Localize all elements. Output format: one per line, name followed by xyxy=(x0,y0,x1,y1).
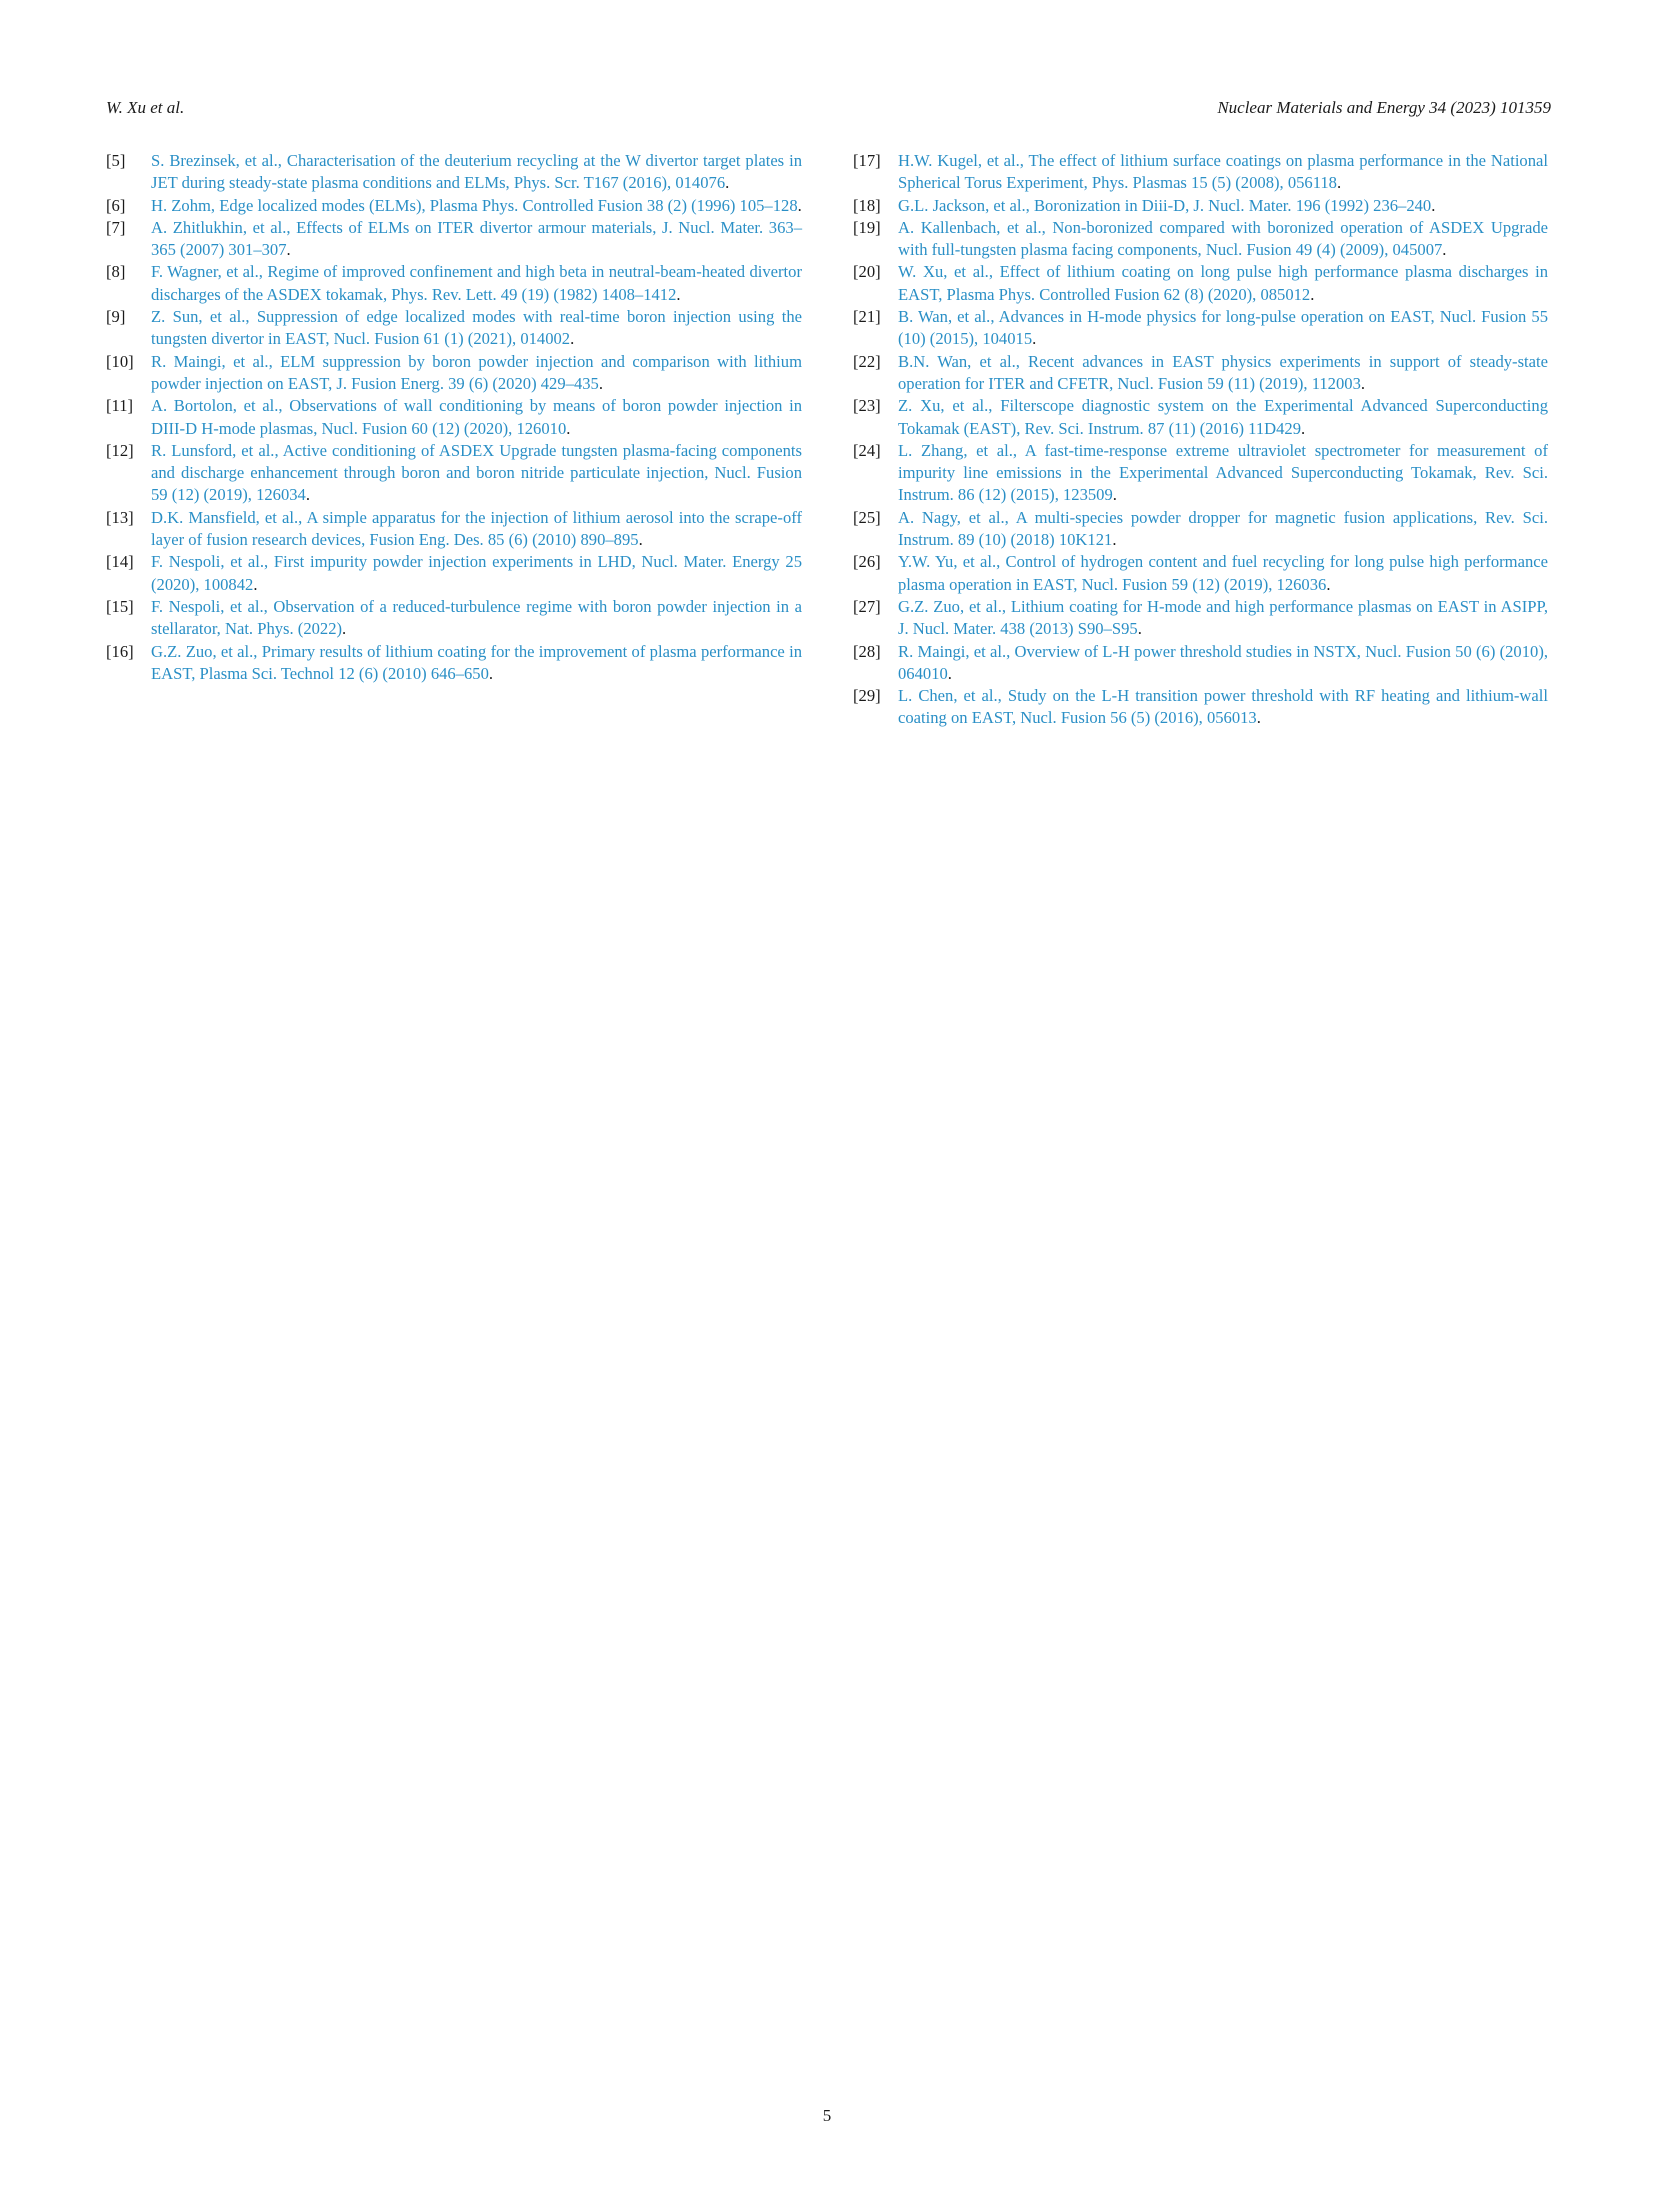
reference-link[interactable]: L. Chen, et al., Study on the L-H transition power threshold with RF heating and lithium-wall coating on EAST, Nucl. Fusion 56 (5) (2016), 056013 xyxy=(898,686,1548,728)
reference-item: [22] B.N. Wan, et al., Recent advances in EAST physics experiments in support of steady-state operation for ITER and CFETR, Nucl. Fusion 59 (11) (2019), 112003. xyxy=(853,351,1548,393)
reference-link[interactable]: G.Z. Zuo, et al., Lithium coating for H-mode and high performance plasmas on EAST in ASIPP, J. Nucl. Mater. 438 (2013) S90–S95 xyxy=(898,596,1548,639)
reference-link[interactable]: Z. Sun, et al., Suppression of edge localized modes with real-time boron injection using the tungsten divertor in EAST, Nucl. Fusion 61 (1) (2021), 014002 xyxy=(151,307,802,349)
reference-link[interactable]: B. Wan, et al., Advances in H-mode physics for long-pulse operation on EAST, Nucl. Fusion 55 (10) (2015), 104015 xyxy=(898,307,1548,349)
reference-number: [19] xyxy=(853,217,881,237)
reference-link[interactable]: B.N. Wan, et al., Recent advances in EAST physics experiments in support of steady-state operation for ITER and CFETR, Nucl. Fusion 59 (11) (2019), 112003 xyxy=(898,351,1548,393)
reference-link[interactable]: F. Nespoli, et al., Observation of a reduced-turbulence regime with boron powder injection in a stellarator, Nat. Phys. (2022) xyxy=(151,596,802,639)
reference-link[interactable]: H. Zohm, Edge localized modes (ELMs), Plasma Phys. Controlled Fusion 38 (2) (1996) 105–128 xyxy=(151,195,798,215)
reference-item: [8] F. Wagner, et al., Regime of improved confinement and high beta in neutral-beam-heated divertor discharges of the ASDEX tokamak, Phys. Rev. Lett. 49 (19) (1982) 1408–1412. xyxy=(106,262,802,304)
reference-number: [14] xyxy=(106,552,134,572)
reference-number: [25] xyxy=(853,507,881,527)
reference-item: [6] H. Zohm, Edge localized modes (ELMs), Plasma Phys. Controlled Fusion 38 (2) (1996) 105–128. xyxy=(106,195,802,217)
reference-item: [27] G.Z. Zuo, et al., Lithium coating for H-mode and high performance plasmas on EAST in ASIPP, J. Nucl. Mater. 438 (2013) S90–S95. xyxy=(853,596,1548,639)
reference-link[interactable]: L. Zhang, et al., A fast-time-response extreme ultraviolet spectrometer for measurement of impurity line emissions in the Experimental Advanced Superconducting Tokamak, Rev. Sci. Instrum. 86 (12) (2015), 123509 xyxy=(898,440,1548,505)
references-column-right xyxy=(853,150,1548,730)
reference-link[interactable]: H.W. Kugel, et al., The effect of lithium surface coatings on plasma performance in the National Spherical Torus Experiment, Phys. Plasmas 15 (5) (2008), 056118 xyxy=(898,151,1548,193)
reference-number: [23] xyxy=(853,396,881,416)
reference-number: [17] xyxy=(853,151,881,170)
reference-item: [24] L. Zhang, et al., A fast-time-response extreme ultraviolet spectrometer for measurement of impurity line emissions in the Experimental Advanced Superconducting Tokamak, Rev. Sci. Instrum. 86 (12) (2015), 123509. xyxy=(853,440,1548,505)
reference-item: [28] R. Maingi, et al., Overview of L-H power threshold studies in NSTX, Nucl. Fusion 50 (6) (2010), 064010. xyxy=(853,641,1548,683)
reference-number: [16] xyxy=(106,641,134,661)
reference-number: [8] xyxy=(106,262,126,282)
reference-item: [15] F. Nespoli, et al., Observation of a reduced-turbulence regime with boron powder injection in a stellarator, Nat. Phys. (2022). xyxy=(106,596,802,639)
reference-link[interactable]: G.Z. Zuo, et al., Primary results of lithium coating for the improvement of plasma performance in EAST, Plasma Sci. Technol 12 (6) (2010) 646–650 xyxy=(151,641,802,683)
reference-number: [20] xyxy=(853,262,881,282)
reference-number: [27] xyxy=(853,596,881,616)
reference-link[interactable]: Y.W. Yu, et al., Control of hydrogen content and fuel recycling for long pulse high performance plasma operation in EAST, Nucl. Fusion 59 (12) (2019), 126036 xyxy=(898,552,1548,594)
reference-number: [6] xyxy=(106,195,126,215)
reference-link[interactable]: A. Nagy, et al., A multi-species powder dropper for magnetic fusion applications, Rev. Sci. Instrum. 89 (10) (2018) 10K121 xyxy=(898,507,1548,550)
reference-item: [13] D.K. Mansfield, et al., A simple apparatus for the injection of lithium aerosol into the scrape-off layer of fusion research devices, Fusion Eng. Des. 85 (6) (2010) 890–895. xyxy=(106,507,802,550)
reference-number: [10] xyxy=(106,351,134,371)
reference-number: [12] xyxy=(106,440,134,460)
reference-item: [25] A. Nagy, et al., A multi-species powder dropper for magnetic fusion applications, Rev. Sci. Instrum. 89 (10) (2018) 10K121. xyxy=(853,507,1548,550)
reference-number: [21] xyxy=(853,307,881,327)
reference-link[interactable]: A. Kallenbach, et al., Non-boronized compared with boronized operation of ASDEX Upgrade with full-tungsten plasma facing components, Nucl. Fusion 49 (4) (2009), 045007 xyxy=(898,217,1548,260)
reference-link[interactable]: D.K. Mansfield, et al., A simple apparatus for the injection of lithium aerosol into the scrape-off layer of fusion research devices, Fusion Eng. Des. 85 (6) (2010) 890–895 xyxy=(151,507,802,550)
reference-item: [16] G.Z. Zuo, et al., Primary results of lithium coating for the improvement of plasma performance in EAST, Plasma Sci. Technol 12 (6) (2010) 646–650. xyxy=(106,641,802,683)
reference-item: [12] R. Lunsford, et al., Active conditioning of ASDEX Upgrade tungsten plasma-facing components and discharge enhancement through boron and boron nitride particulate injection, Nucl. Fusion 59 (12) (2019), 126034. xyxy=(106,440,802,505)
reference-link[interactable]: R. Lunsford, et al., Active conditioning of ASDEX Upgrade tungsten plasma-facing components and discharge enhancement through boron and boron nitride particulate injection, Nucl. Fusion 59 (12) (2019), 126034 xyxy=(151,440,802,505)
reference-link[interactable]: R. Maingi, et al., Overview of L-H power threshold studies in NSTX, Nucl. Fusion 50 (6) (2010), 064010 xyxy=(898,641,1548,683)
reference-link[interactable]: S. Brezinsek, et al., Characterisation of the deuterium recycling at the W divertor target plates in JET during steady-state plasma conditions and ELMs, Phys. Scr. T167 (2016), 014076 xyxy=(151,151,802,193)
reference-number: [9] xyxy=(106,307,126,327)
reference-link[interactable]: Z. Xu, et al., Filterscope diagnostic system on the Experimental Advanced Superconducting Tokamak (EAST), Rev. Sci. Instrum. 87 (11) (2016) 11D429 xyxy=(898,396,1548,438)
reference-item: [18] G.L. Jackson, et al., Boronization in Diii-D, J. Nucl. Mater. 196 (1992) 236–240. xyxy=(853,195,1548,217)
reference-item: [26] Y.W. Yu, et al., Control of hydrogen content and fuel recycling for long pulse high performance plasma operation in EAST, Nucl. Fusion 59 (12) (2019), 126036. xyxy=(853,552,1548,594)
reference-link[interactable]: F. Nespoli, et al., First impurity powder injection experiments in LHD, Nucl. Mater. Energy 25 (2020), 100842 xyxy=(151,552,802,594)
reference-number: [5] xyxy=(106,151,126,170)
reference-item: [20] W. Xu, et al., Effect of lithium coating on long pulse high performance plasma discharges in EAST, Plasma Phys. Controlled Fusion 62 (8) (2020), 085012. xyxy=(853,262,1548,304)
reference-link[interactable]: G.L. Jackson, et al., Boronization in Diii-D, J. Nucl. Mater. 196 (1992) 236–240 xyxy=(898,195,1432,215)
reference-link[interactable]: A. Zhitlukhin, et al., Effects of ELMs on ITER divertor armour materials, J. Nucl. Mater. 363–365 (2007) 301–307 xyxy=(151,217,802,260)
reference-number: [11] xyxy=(106,396,134,416)
reference-item: [23] Z. Xu, et al., Filterscope diagnostic system on the Experimental Advanced Superconducting Tokamak (EAST), Rev. Sci. Instrum. 87 (11) (2016) 11D429. xyxy=(853,396,1548,438)
header-authors: W. Xu et al. xyxy=(106,98,185,117)
reference-number: [24] xyxy=(853,440,881,460)
reference-item: [19] A. Kallenbach, et al., Non-boronized compared with boronized operation of ASDEX Upgrade with full-tungsten plasma facing components, Nucl. Fusion 49 (4) (2009), 045007. xyxy=(853,217,1548,260)
reference-item: [5] S. Brezinsek, et al., Characterisation of the deuterium recycling at the W divertor target plates in JET during steady-state plasma conditions and ELMs, Phys. Scr. T167 (2016), 014076. xyxy=(106,151,802,193)
page-number: 5 xyxy=(822,2106,832,2125)
reference-number: [15] xyxy=(106,596,134,616)
header-journal: Nuclear Materials and Energy 34 (2023) 101359 xyxy=(1217,98,1551,117)
reference-link[interactable]: W. Xu, et al., Effect of lithium coating on long pulse high performance plasma discharges in EAST, Plasma Phys. Controlled Fusion 62 (8) (2020), 085012 xyxy=(898,262,1548,304)
reference-number: [13] xyxy=(106,507,134,527)
reference-number: [29] xyxy=(853,686,881,706)
reference-link[interactable]: R. Maingi, et al., ELM suppression by boron powder injection and comparison with lithium powder injection on EAST, J. Fusion Energ. 39 (6) (2020) 429–435 xyxy=(151,351,802,393)
references-column-left xyxy=(106,150,802,685)
reference-number: [26] xyxy=(853,552,881,572)
reference-number: [7] xyxy=(106,217,126,237)
reference-item: [21] B. Wan, et al., Advances in H-mode physics for long-pulse operation on EAST, Nucl. Fusion 55 (10) (2015), 104015. xyxy=(853,307,1548,349)
reference-item: [7] A. Zhitlukhin, et al., Effects of ELMs on ITER divertor armour materials, J. Nucl. Mater. 363–365 (2007) 301–307. xyxy=(106,217,802,260)
reference-number: [22] xyxy=(853,351,881,371)
reference-item: [10] R. Maingi, et al., ELM suppression by boron powder injection and comparison with lithium powder injection on EAST, J. Fusion Energ. 39 (6) (2020) 429–435. xyxy=(106,351,802,393)
reference-number: [18] xyxy=(853,195,881,215)
reference-item: [11] A. Bortolon, et al., Observations of wall conditioning by means of boron powder injection in DIII-D H-mode plasmas, Nucl. Fusion 60 (12) (2020), 126010. xyxy=(106,396,802,438)
reference-item: [17] H.W. Kugel, et al., The effect of lithium surface coatings on plasma performance in the National Spherical Torus Experiment, Phys. Plasmas 15 (5) (2008), 056118. xyxy=(853,151,1548,193)
running-header xyxy=(106,98,1551,120)
reference-link[interactable]: F. Wagner, et al., Regime of improved confinement and high beta in neutral-beam-heated divertor discharges of the ASDEX tokamak, Phys. Rev. Lett. 49 (19) (1982) 1408–1412 xyxy=(151,262,802,304)
reference-item: [14] F. Nespoli, et al., First impurity powder injection experiments in LHD, Nucl. Mater. Energy 25 (2020), 100842. xyxy=(106,552,802,594)
reference-link[interactable]: A. Bortolon, et al., Observations of wall conditioning by means of boron powder injection in DIII-D H-mode plasmas, Nucl. Fusion 60 (12) (2020), 126010 xyxy=(151,396,802,438)
reference-item: [9] Z. Sun, et al., Suppression of edge localized modes with real-time boron injection using the tungsten divertor in EAST, Nucl. Fusion 61 (1) (2021), 014002. xyxy=(106,307,802,349)
reference-item: [29] L. Chen, et al., Study on the L-H transition power threshold with RF heating and lithium-wall coating on EAST, Nucl. Fusion 56 (5) (2016), 056013. xyxy=(853,686,1548,728)
reference-number: [28] xyxy=(853,641,881,661)
